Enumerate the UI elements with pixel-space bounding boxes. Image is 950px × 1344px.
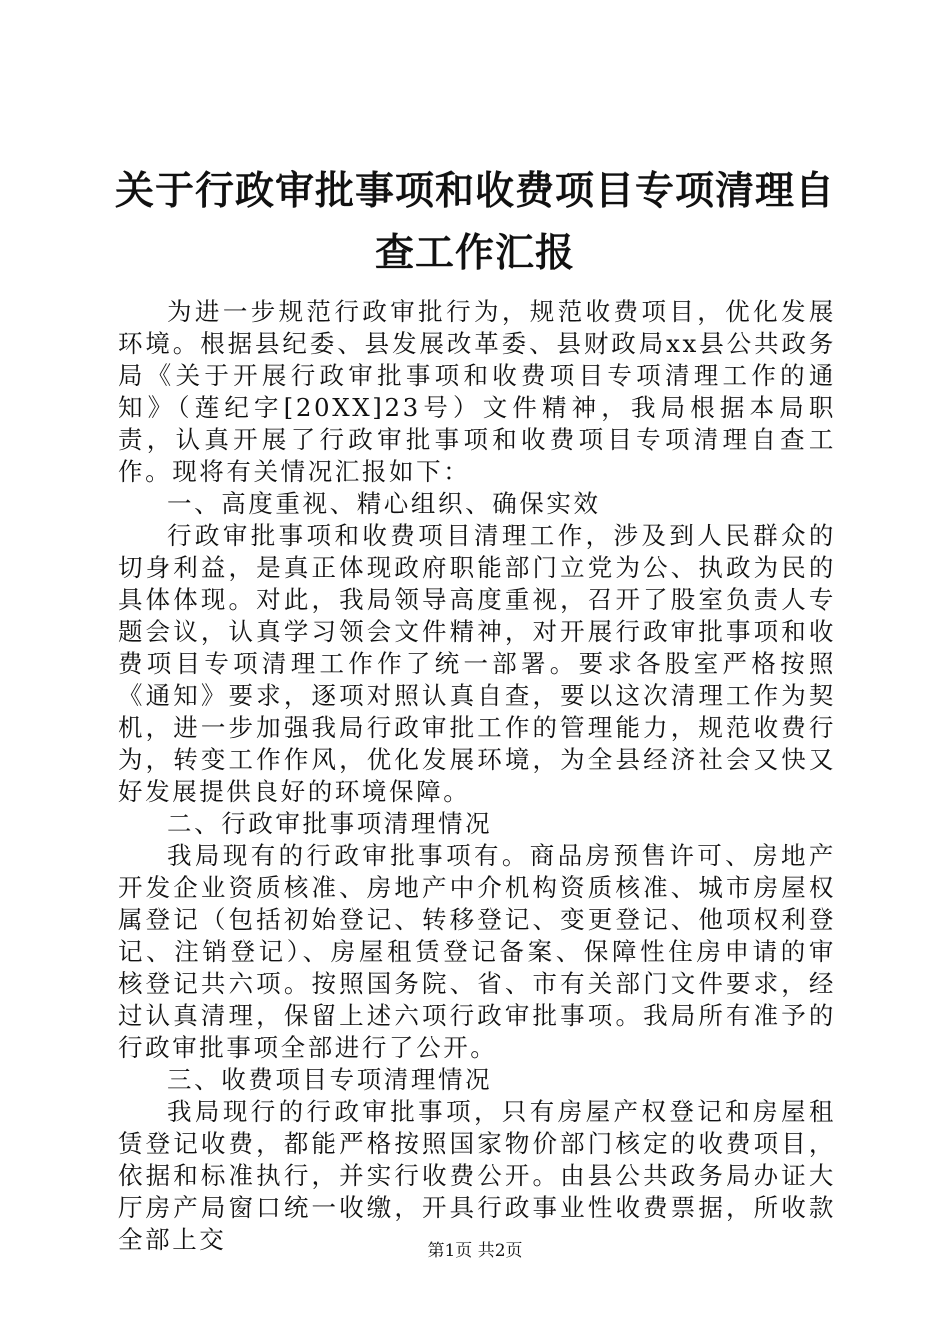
paragraph-section-2: 我局现有的行政审批事项有。商品房预售许可、房地产开发企业资质核准、房地产中介机构资质核准、城市房屋权属登记（包括初始登记、转移登记、变更登记、他项权利登记、注销登记）、房屋租赁登记备案、保障性住房申请的审核登记共六项。按照国务院、省、市有关部门文件要求，经过认真清理，保留上述六项行政审批事项。我局所有准予的行政审批事项全部进行了公开。: [118, 841, 836, 1062]
page-number-footer: 第1页 共2页: [427, 1241, 523, 1261]
paragraph-intro: 为进一步规范行政审批行为，规范收费项目，优化发展环境。根据县纪委、县发展改革委、县财政局xx县公共政务局《关于开展行政审批事项和收费项目专项清理工作的通知》（莲纪字[20XX]23号）文件精神，我局根据本局职责，认真开展了行政审批事项和收费项目专项清理自查工作。现将有关情况汇报如下：: [118, 297, 836, 486]
section-heading-2: 二、行政审批事项清理情况: [167, 809, 493, 838]
document-body: [118, 296, 836, 1256]
paragraph-section-1: 行政审批事项和收费项目清理工作，涉及到人民群众的切身利益，是真正体现政府职能部门立党为公、执政为民的具体体现。对此，我局领导高度重视，召开了股室负责人专题会议，认真学习领会文件精神，对开展行政审批事项和收费项目专项清理工作作了统一部署。要求各股室严格按照《通知》要求，逐项对照认真自查，要以这次清理工作为契机，进一步加强我局行政审批工作的管理能力，规范收费行为，转变工作作风，优化发展环境，为全县经济社会又快又好发展提供良好的环境保障。: [118, 521, 836, 806]
paragraph-section-3: 我局现行的行政审批事项，只有房屋产权登记和房屋租赁登记收费，都能严格按照国家物价部门核定的收费项目，依据和标准执行，并实行收费公开。由县公共政务局办证大厅房产局窗口统一收缴，开具行政事业性收费票据，所收款全部上交: [118, 1097, 836, 1254]
section-heading-3: 三、收费项目专项清理情况: [167, 1065, 493, 1094]
section-heading-1: 一、高度重视、精心组织、确保实效: [167, 489, 601, 518]
document-title: 关于行政审批事项和收费项目专项清理自查工作汇报: [114, 168, 835, 276]
